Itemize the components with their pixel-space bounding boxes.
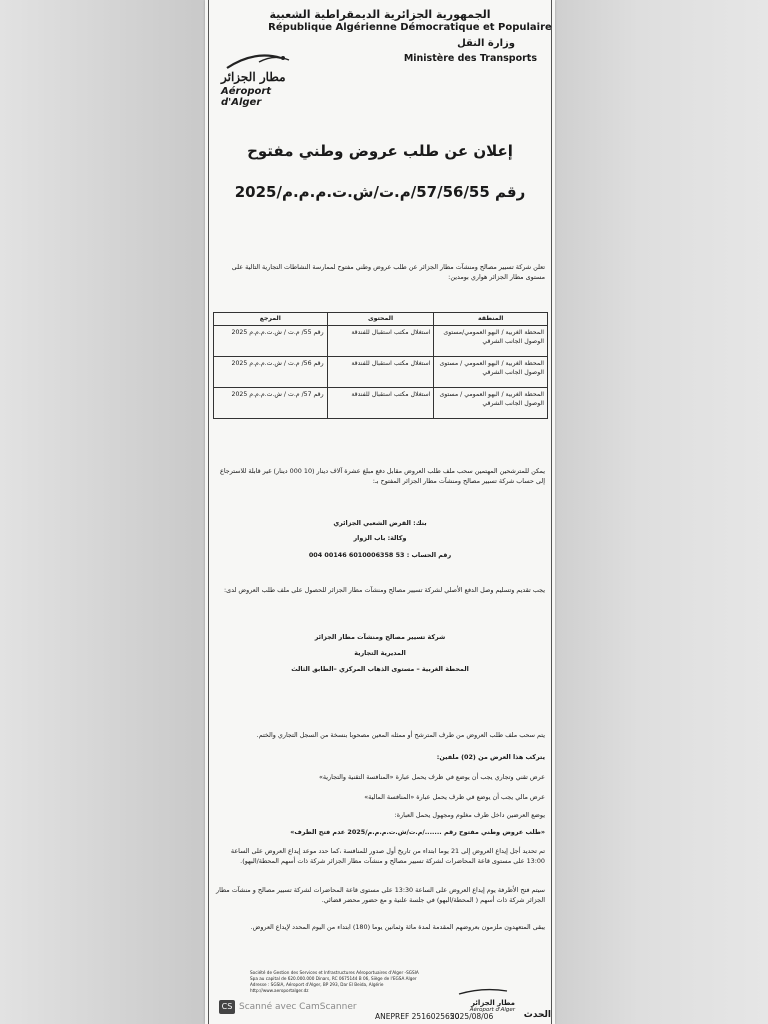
logo-text-french: Aéroport d'Alger bbox=[221, 86, 272, 108]
body-paragraph-7: تم تحديد أجل إيداع العروض إلى 21 يوما ابتداء من تاريخ أول صدور للمنافسة ،كما حدد موعد إيداع العروض على الساعة 13:00 على مستوى قاعة المحاضرات لشركة تسيير مصالح و منشآت مطار الجزائر شركة ذات أسهم المحطة/البهو). bbox=[230, 847, 545, 865]
intro-paragraph: تعلن شركة تسيير مصالح ومنشآت مطار الجزائر عن طلب عروض وطني مفتوح لممارسة النشاطات التجارية التالية على مستوى مطار الجزائر هواري بومدين: bbox=[231, 263, 545, 281]
table-row bbox=[214, 326, 548, 357]
camscanner-watermark: Scanné avec CamScanner bbox=[239, 1002, 357, 1012]
airport-logo bbox=[219, 48, 309, 108]
cell-activity: استغلال مكتب استقبال للفندقة bbox=[327, 326, 434, 357]
footer-company-info bbox=[250, 970, 450, 994]
address-direction: المديرية التجارية bbox=[354, 649, 406, 657]
logo-text-arabic: مطار الجزائر bbox=[221, 70, 286, 84]
lots-table bbox=[213, 312, 548, 419]
newspaper-stamp: الحدث bbox=[523, 1010, 551, 1020]
body-paragraph-6: «طلب عروض وطني مفتوح رقم ......./م.ت/ش.ت.م.م.م/2025 عدم فتح الظرف» bbox=[290, 828, 545, 836]
bank-branch: وكالة: باب الزوار bbox=[353, 534, 407, 542]
announcement-title: إعلان عن طلب عروض وطني مفتوح bbox=[247, 142, 513, 160]
footer-capital: Spa au capital de 620.000.000 Dinars, RC 0675144 B 06, Siège de l'EGSA Alger bbox=[250, 976, 417, 981]
footer-website: http://www.aeroportalger.dz bbox=[250, 988, 309, 993]
withdrawal-paragraph: يمكن للمترشحين المهتمين سحب ملف طلب العروض مقابل دفع مبلغ عشرة آلاف دينار (10 000 دينار) غير قابلة للاسترجاع إلى حساب شركة تسيير مصالح ومنشآت مطار الجزائر المفتوح بـ: bbox=[220, 467, 545, 485]
table-header-row bbox=[214, 313, 548, 326]
ministry-arabic: وزارة النقل bbox=[457, 38, 515, 49]
table-row bbox=[214, 388, 548, 419]
cell-reference: رقم 57/ م.ت / ش.ت.م.م.م 2025 bbox=[214, 388, 328, 419]
body-paragraph-1: يتم سحب ملف طلب العروض من طرف المترشح أو ممثله المعين مصحوبا بنسخة من السجل التجاري والختم. bbox=[256, 731, 545, 739]
background-right bbox=[553, 0, 768, 1024]
cell-reference: رقم 56/ م.ت / ش.ت.م.م.م 2025 bbox=[214, 357, 328, 388]
body-paragraph-4: عرض مالي يجب أن يوضع في ظرف يحمل عبارة «المنافسة المالية» bbox=[364, 793, 545, 801]
footer-address: Adresse : SGSIA, Aéroport d'Alger, BP 293, Dar El Beida, Algérie bbox=[250, 982, 384, 987]
header-zone: المنطقة bbox=[434, 313, 548, 326]
anep-reference: ANEPREF 2516025650 bbox=[375, 1012, 460, 1021]
body-paragraph-2: يتركب هذا العرض من (02) ملفين: bbox=[436, 753, 545, 761]
bank-account: رقم الحساب : 53 6010006358 00146 004 bbox=[308, 551, 452, 559]
announcement-page bbox=[205, 0, 555, 1024]
cell-zone: المحطة الغربية / البهو العمومي / مستوى الوصول الجانب الشرقي bbox=[434, 388, 548, 419]
cell-activity: استغلال مكتب استقبال للفندقة bbox=[327, 357, 434, 388]
footer-logo-icon bbox=[455, 987, 515, 995]
receipt-paragraph: يجب تقديم وتسليم وصل الدفع الأصلي لشركة تسيير مصالح ومنشآت مطار الجزائر للحصول على ملف طلب العروض لدى: bbox=[223, 586, 545, 594]
publication-date: 2025/08/06 bbox=[450, 1012, 494, 1021]
camscanner-badge-icon: CS bbox=[219, 1000, 235, 1014]
footer-logo bbox=[455, 980, 515, 1013]
footer-logo-french: Aéroport d'Alger bbox=[469, 1007, 515, 1013]
table-row bbox=[214, 357, 548, 388]
cell-reference: رقم 55/ م.ت / ش.ت.م.م.م 2025 bbox=[214, 326, 328, 357]
body-paragraph-5: يوضع العرضين داخل ظرف مغلوم ومجهول يحمل العبارة: bbox=[394, 811, 545, 819]
header-reference: المرجع bbox=[214, 313, 328, 326]
republic-arabic: الجمهورية الجزائرية الديمقراطية الشعبية bbox=[269, 8, 491, 21]
cell-zone: المحطة الغربية / البهو العمومي / مستوى الوصول الجانب الشرقي bbox=[434, 357, 548, 388]
background-left bbox=[0, 0, 205, 1024]
bank-name: بنك: القرض الشعبي الجزائري bbox=[333, 519, 427, 527]
footer-company-name: Société de Gestion des Services et Infrastructures Aéroportuaires d'Alger -SGSIA bbox=[250, 970, 419, 975]
body-paragraph-8: سيتم فتح الأظرفة يوم إيداع العروض على الساعة 13:30 على مستوى قاعة المحاضرات لشركة تسيير مصالح و منشآت مطار الجزائر شركة ذات أسهم ( المحطة/البهو) في جلسة علنية و مع حضور محضر قضائي. bbox=[215, 886, 545, 904]
announcement-number: رقم 57/56/55/م.ت/ش.ت.م.م.م/2025 bbox=[234, 183, 526, 201]
footer-logo-arabic: مطار الجزائر bbox=[470, 999, 515, 1007]
address-company: شركة تسيير مصالح ومنشآت مطار الجزائر bbox=[314, 633, 446, 641]
address-location: المحطة الغربية – مستوى الذهاب المركزي –الطابق الثالث bbox=[291, 665, 469, 673]
body-paragraph-9: يبقى المتعهدون ملزمون بعروضهم المقدمة لمدة مائة وثمانين يوما (180) ابتداء من اليوم المحدد لإيداع العروض. bbox=[250, 923, 545, 931]
cell-activity: استغلال مكتب استقبال للفندقة bbox=[327, 388, 434, 419]
republic-french: République Algérienne Démocratique et Populaire bbox=[268, 22, 552, 33]
ministry-french: Ministère des Transports bbox=[403, 53, 537, 64]
cell-zone: المحطة الغربية / البهو العمومي/مستوى الوصول الجانب الشرقي bbox=[434, 326, 548, 357]
body-paragraph-3: عرض تقني وتجاري يجب أن يوضع في ظرف يحمل عبارة «المنافسة التقنية والتجارية» bbox=[318, 773, 545, 781]
header-activity: المحتوى bbox=[327, 313, 434, 326]
